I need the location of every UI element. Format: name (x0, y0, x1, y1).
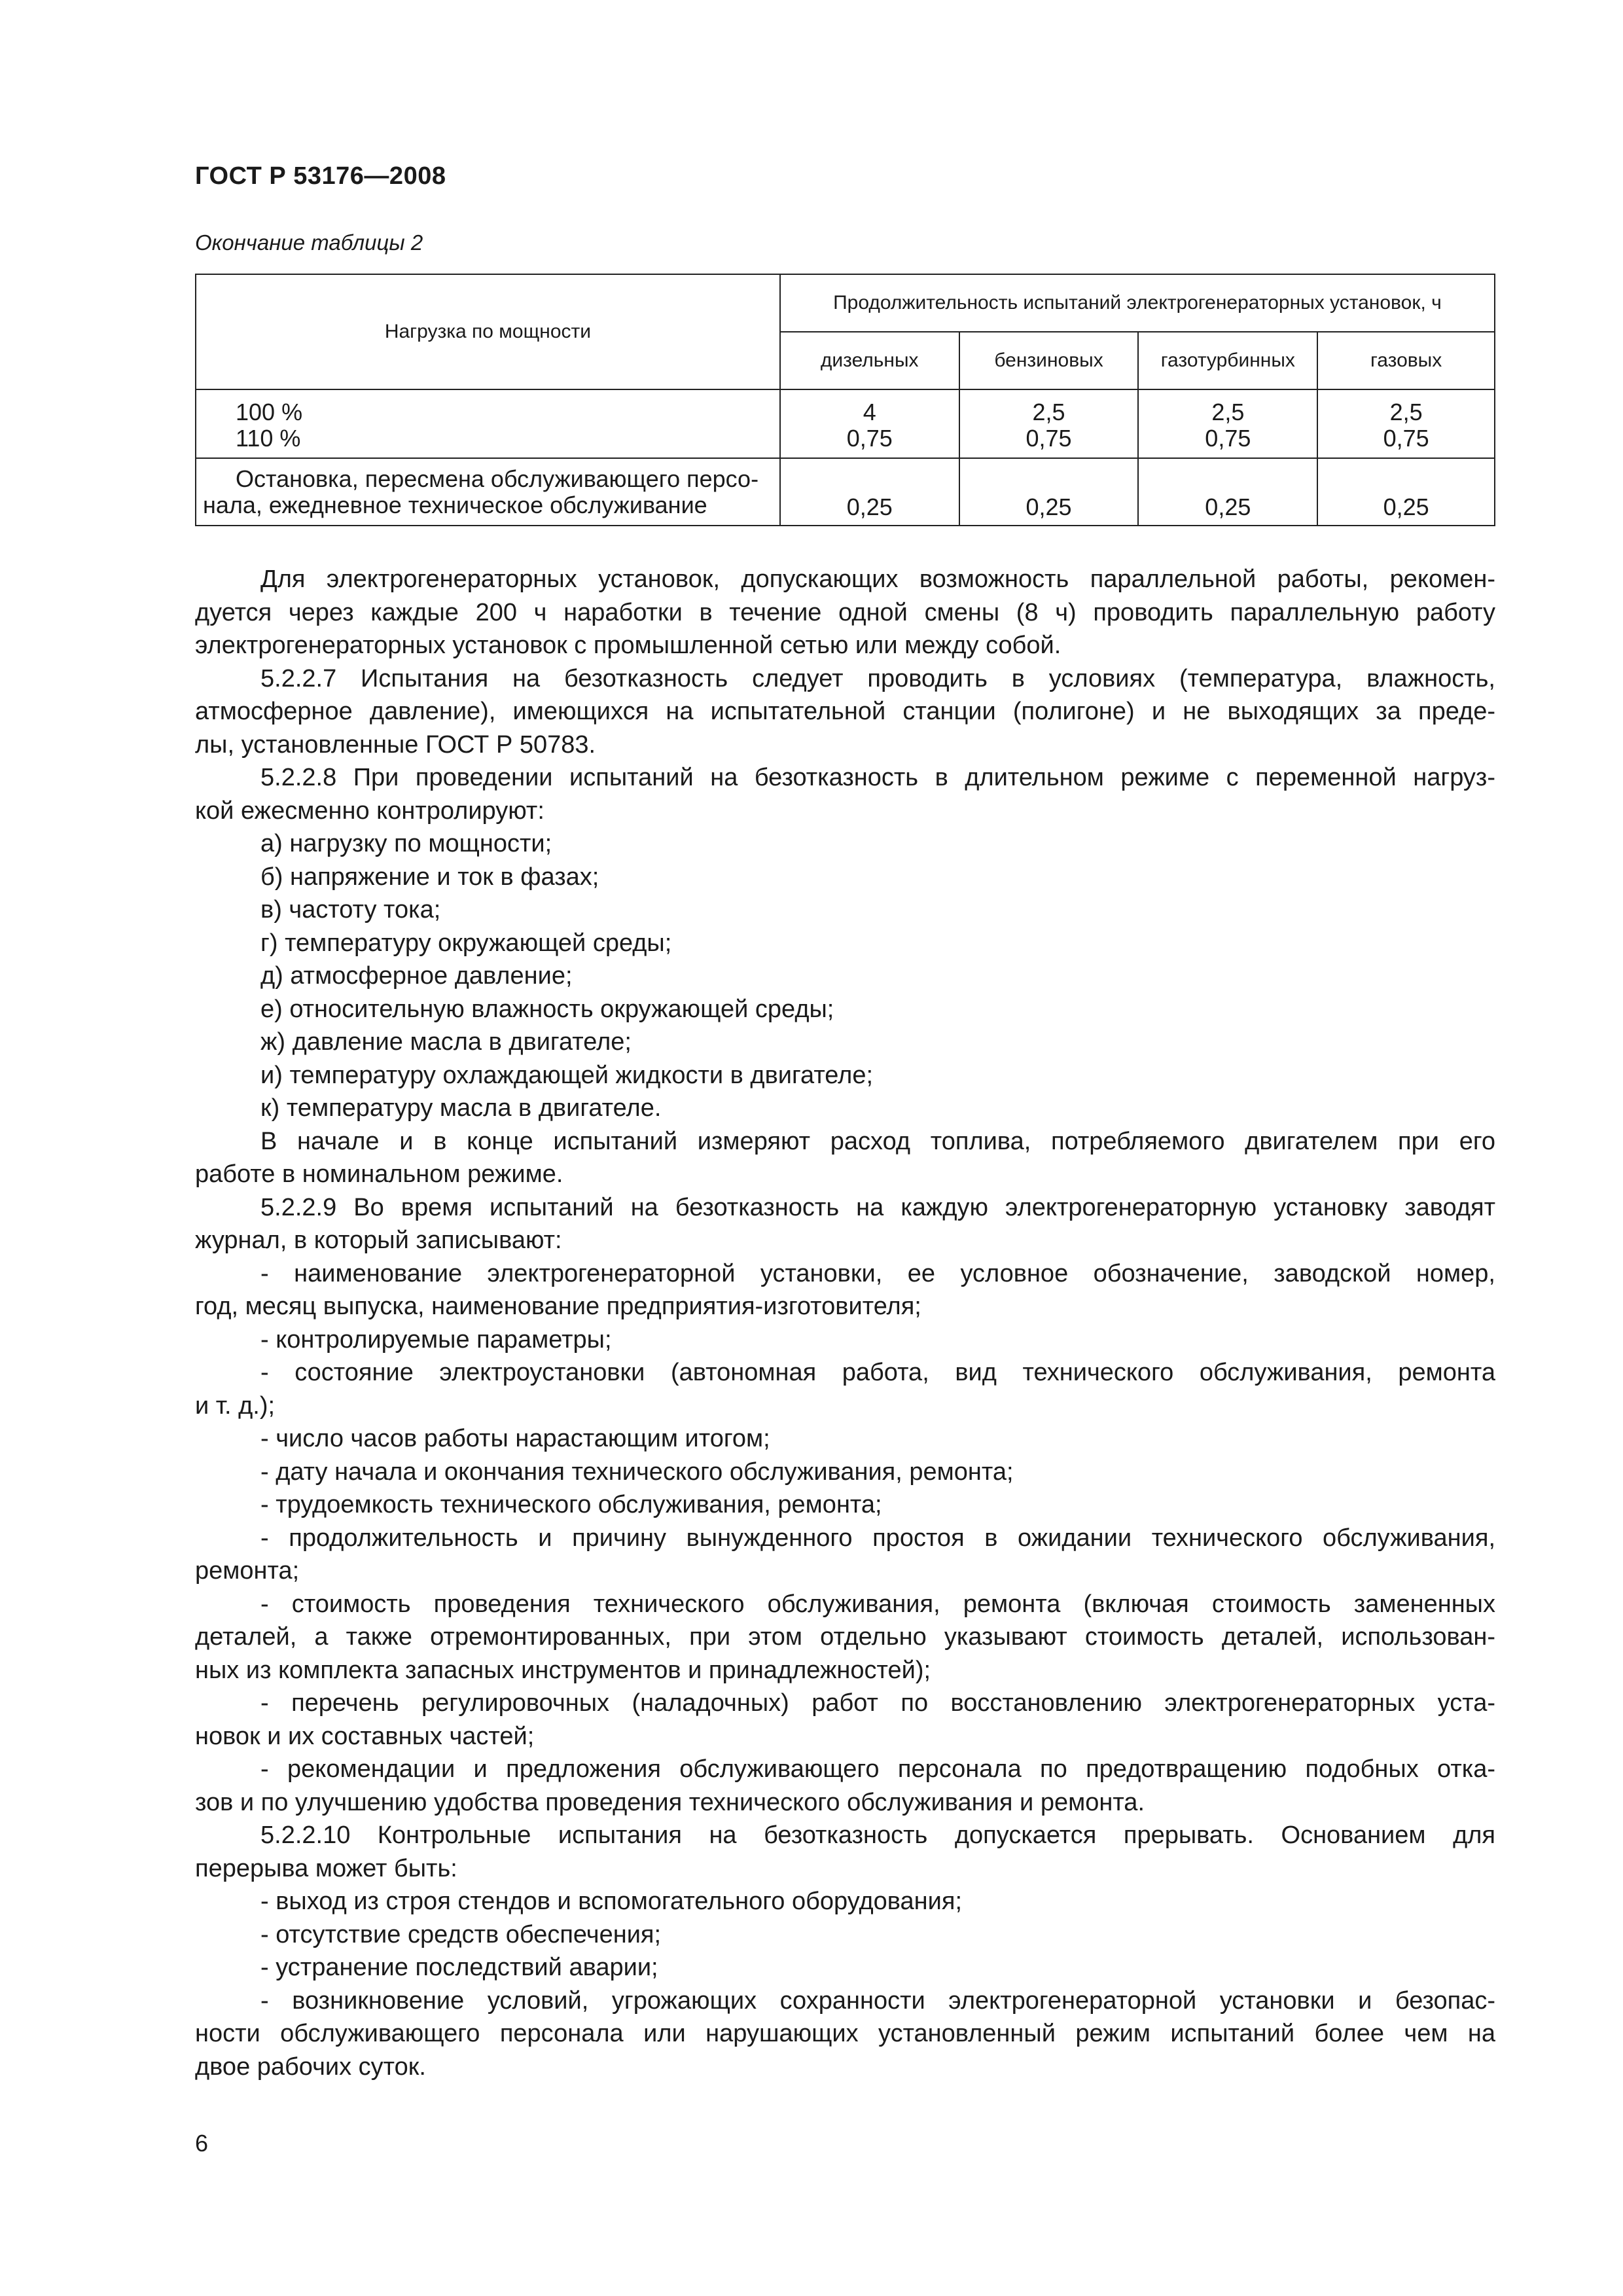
clause-5-2-2-8: 5.2.2.8 При проведении испытаний на безотказность в длительном режиме с переменной нагруз- (260, 764, 1495, 791)
col-header-group: Продолжительность испытаний электрогенераторных установок, ч (780, 274, 1495, 332)
col-header-diesel: дизельных (780, 332, 959, 389)
list-item: б) напряжение и ток в фазах; (260, 863, 599, 891)
list-item: ж) давление масла в двигателе; (260, 1028, 632, 1056)
dash-item: - контролируемые параметры; (260, 1325, 612, 1354)
page-number: 6 (195, 2130, 209, 2157)
paragraph-line: журнал, в который записывают: (195, 1227, 562, 1254)
table-row (196, 458, 1495, 526)
table-2 (195, 274, 1495, 526)
dash-item: - отсутствие средств обеспечения; (260, 1920, 662, 1948)
paragraph-line: атмосферное давление), имеющихся на испытательной станции (полигоне) и не выходящих за преде- (195, 698, 1495, 725)
cell-diesel: 0,25 (780, 458, 959, 526)
cell-gasoline: 0,25 (959, 458, 1139, 526)
paragraph-line: лы, установленные ГОСТ Р 50783. (195, 730, 596, 759)
dash-item: - трудоемкость технического обслуживания, ремонта; (260, 1491, 882, 1518)
paragraph-line: ремонта; (195, 1557, 300, 1585)
dash-item: - выход из строя стендов и вспомогательного оборудования; (260, 1888, 962, 1915)
paragraph-line: зов и по улучшению удобства проведения технического обслуживания и ремонта. (195, 1788, 1145, 1816)
col-header-gas: газовых (1317, 332, 1495, 389)
paragraph-line: деталей, а также отремонтированных, при этом отдельно указывают стоимость деталей, использован- (195, 1623, 1495, 1651)
paragraph-line: работе в номинальном режиме. (195, 1160, 563, 1188)
clause-5-2-2-10: 5.2.2.10 Контрольные испытания на безотказность допускается прерывать. Основанием для (260, 1821, 1495, 1849)
value: 2,5 (1389, 399, 1423, 425)
value: 0,75 (1383, 425, 1429, 452)
list-item: е) относительную влажность окружающей среды; (260, 995, 834, 1023)
clause-5-2-2-9: 5.2.2.9 Во время испытаний на безотказность на каждую электрогенераторную установку заводят (260, 1193, 1495, 1221)
value: 0,75 (1026, 425, 1072, 452)
col-header-gasoline: бензиновых (959, 332, 1139, 389)
value: 0,75 (846, 425, 893, 452)
paragraph-line: электрогенераторных установок с промышленной сетью или между собой. (195, 632, 1061, 659)
list-item: г) температуру окружающей среды; (260, 929, 672, 957)
dash-item: - перечень регулировочных (наладочных) работ по восстановлению электрогенераторных уста- (260, 1689, 1495, 1717)
dash-item: - устранение последствий аварии; (260, 1954, 658, 1981)
value: 0,75 (1205, 425, 1251, 452)
cell-load (196, 389, 780, 458)
col-header-gas-turbine: газотурбинных (1138, 332, 1317, 389)
paragraph-line: и т. д.); (195, 1391, 276, 1420)
list-item: к) температуру масла в двигателе. (260, 1094, 662, 1122)
paragraph-line: кой ежесменно контролируют: (195, 797, 544, 825)
paragraph-line: дуется через каждые 200 ч наработки в течение одной смены (8 ч) проводить параллельную работу (195, 598, 1495, 626)
dash-item: - рекомендации и предложения обслуживающего персонала по предотвращению подобных отка- (260, 1755, 1495, 1783)
value: 4 (863, 399, 876, 425)
cell-gas-turbine: 0,25 (1138, 458, 1317, 526)
list-item: д) атмосферное давление; (260, 962, 573, 990)
table-header-row (196, 274, 1495, 332)
dash-item: - число часов работы нарастающим итогом; (260, 1425, 770, 1452)
dash-item: - дату начала и окончания технического обслуживания, ремонта; (260, 1458, 1014, 1486)
paragraph-line: перерыва может быть: (195, 1854, 457, 1882)
cell-gas: 0,25 (1317, 458, 1495, 526)
list-item: в) частоту тока; (260, 896, 441, 924)
value: 2,5 (1211, 399, 1245, 425)
cell-stop-service: Остановка, пересмена обслуживающего персо- нала, ежедневное техническое обслуживание (196, 458, 780, 526)
document-header: ГОСТ Р 53176—2008 (195, 162, 446, 190)
col-header-load: Нагрузка по мощности (196, 274, 780, 389)
load-110: 110 % (236, 425, 301, 452)
paragraph-line: ных из комплекта запасных инструментов и принадлежностей); (195, 1656, 931, 1684)
paragraph-line: новок и их составных частей; (195, 1722, 535, 1750)
paragraph-line: ности обслуживающего персонала или нарушающих установленный режим испытаний более чем на (195, 2020, 1495, 2047)
paragraph-line: год, месяц выпуска, наименование предприятия-изготовителя; (195, 1293, 921, 1320)
load-100: 100 % (236, 399, 303, 425)
clause-5-2-2-7: 5.2.2.7 Испытания на безотказность следует проводить в условиях (температура, влажность, (260, 664, 1495, 692)
paragraph-line: двое рабочих суток. (195, 2053, 426, 2081)
list-item: и) температуру охлаждающей жидкости в двигателе; (260, 1061, 874, 1089)
dash-item: - состояние электроустановки (автономная работа, вид технического обслуживания, ремонта (260, 1359, 1495, 1386)
table-row (196, 389, 1495, 458)
list-item: а) нагрузку по мощности; (260, 830, 552, 857)
cell-gasoline (959, 389, 1139, 458)
cell-gas (1317, 389, 1495, 458)
dash-item: - возникновение условий, угрожающих сохранности электрогенераторной установки и безопас- (260, 1986, 1495, 2015)
value: 2,5 (1032, 399, 1065, 425)
paragraph-line: В начале и в конце испытаний измеряют расход топлива, потребляемого двигателем при его (260, 1127, 1495, 1155)
dash-item: - стоимость проведения технического обслуживания, ремонта (включая стоимость замененных (260, 1590, 1495, 1618)
body-text (195, 563, 1495, 2083)
dash-item: - продолжительность и причину вынужденного простоя в ожидании технического обслуживания, (260, 1524, 1495, 1552)
paragraph-line: Для электрогенераторных установок, допускающих возможность параллельной работы, рекомен- (260, 565, 1495, 593)
dash-item: - наименование электрогенераторной установки, ее условное обозначение, заводской номер, (260, 1259, 1495, 1287)
cell-gas-turbine (1138, 389, 1317, 458)
cell-diesel (780, 389, 959, 458)
table-caption: Окончание таблицы 2 (195, 230, 423, 255)
